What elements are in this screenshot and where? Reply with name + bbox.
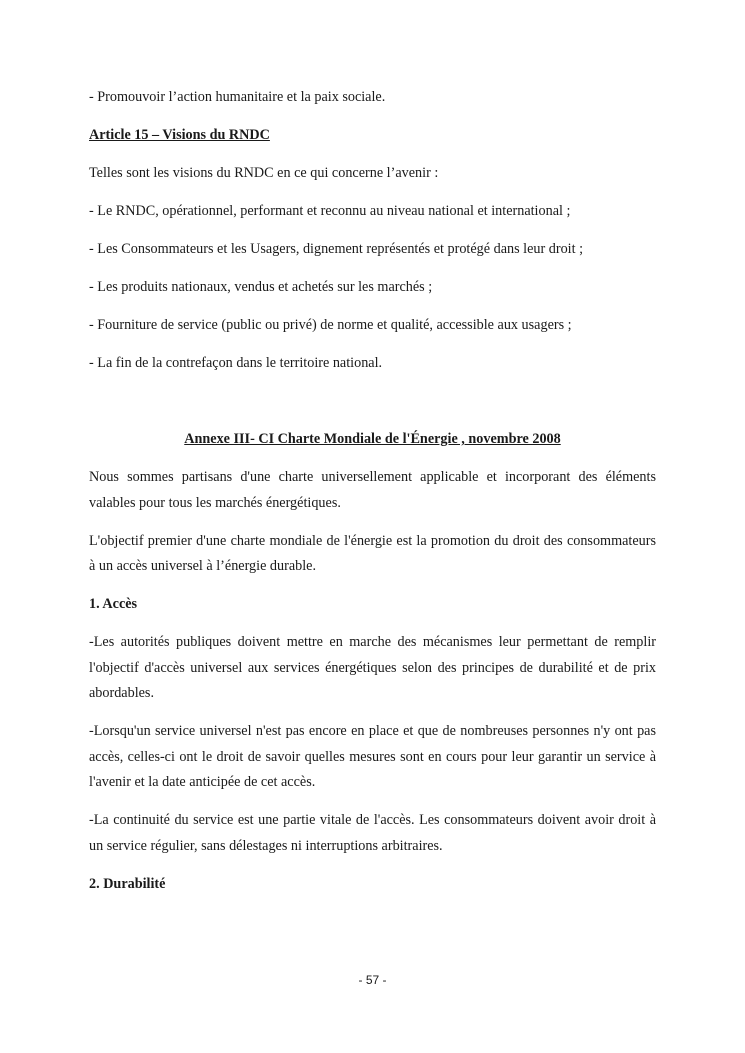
access-paragraph: -Les autorités publiques doivent mettre en marche des mécanismes leur permettant de remplir l'objectif d'accès universel aux services énergétiques selon des principes de durabilité et de prix abordables. <box>89 634 656 701</box>
vision-item: - Les produits nationaux, vendus et achetés sur les marchés ; <box>89 279 433 295</box>
vision-item: - Fourniture de service (public ou privé) de norme et qualité, accessible aux usagers ; <box>89 317 572 333</box>
section-heading-access: 1. Accès <box>89 596 138 612</box>
annex-paragraph: L'objectif premier d'une charte mondiale de l'énergie est la promotion du droit des consommateurs à un accès universel à l’énergie durable. <box>89 532 656 574</box>
access-paragraph: -La continuité du service est une partie vitale de l'accès. Les consommateurs doivent avoir droit à un service régulier, sans délestages ni interruptions arbitraires. <box>89 812 656 854</box>
vision-item: - La fin de la contrefaçon dans le territoire national. <box>89 355 383 371</box>
article-intro: Telles sont les visions du RNDC en ce qui concerne l’avenir : <box>89 165 439 181</box>
access-paragraph: -Lorsqu'un service universel n'est pas encore en place et que de nombreuses personnes n'y ont pas accès, celles-ci ont le droit de savoir quelles mesures sont en cours pour leur garantir un service à l'avenir et la date anticipée de cet accès. <box>89 723 656 790</box>
article-heading: Article 15 – Visions du RNDC <box>89 127 270 143</box>
page-number: - 57 - <box>358 973 387 987</box>
annex-title: Annexe III- CI Charte Mondiale de l'Énergie , novembre 2008 <box>184 431 561 447</box>
section-heading-durability: 2. Durabilité <box>89 875 166 892</box>
intro-bullet: - Promouvoir l’action humanitaire et la paix sociale. <box>89 89 386 105</box>
vision-item: - Le RNDC, opérationnel, performant et reconnu au niveau national et international ; <box>89 203 571 219</box>
page-content <box>89 85 656 910</box>
annex-paragraph: Nous sommes partisans d'une charte universellement applicable et incorporant des éléments valables pour tous les marchés énergétiques. <box>89 469 656 511</box>
vision-item: - Les Consommateurs et les Usagers, dignement représentés et protégé dans leur droit ; <box>89 241 584 257</box>
section-spacer <box>89 389 656 427</box>
